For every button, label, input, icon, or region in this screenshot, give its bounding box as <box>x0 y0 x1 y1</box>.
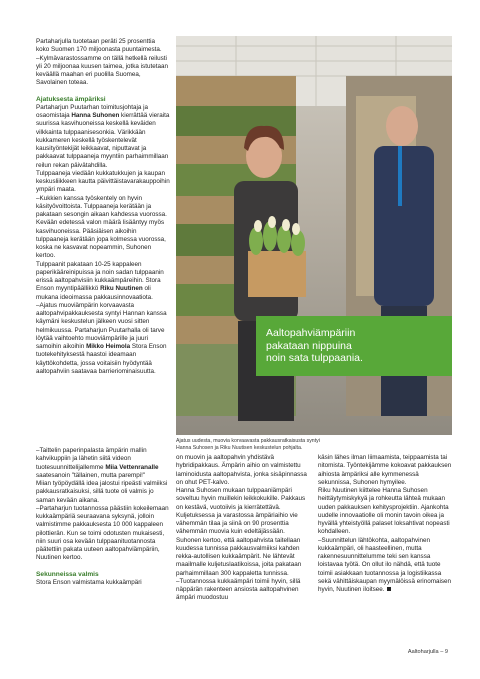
section-heading: Sekunneissa valmis <box>36 570 99 578</box>
quote-paragraph: –Partaharjun tuotannossa päästiin kokeilemaan kukkaämpäriä seuraavana syksynä, jolloin valmistimme pakkauksesta 10 000 kappaleen pilottierän. Kun se toimi odotusten mukaisesti, niin suuri osa kevään tulppaanituotannosta päätettiin pakata uuteen aaltopahviämpäriin, Nuutinen kertoo. <box>36 504 169 562</box>
article-column-bottom-right <box>318 454 452 594</box>
quote-paragraph: –Suunnittelun lähtökohta, aaltopahvinen kukkaämpäri, oli haasteellinen, mutta rakennesuunnittelumme teki sen kanssa loistavaa työtä. On ollut ilo nähdä, että tuote toimii asiakkaan tuotannossa ja logistiikassa sekä vähittäiskaupan myymälöissä erinomaisen hyvin, Nuutinen iloitsee. <box>318 536 451 593</box>
paragraph: Hanna Suhosen mukaan tulppaaniämpäri soveltuu hyvin muillekin leikkokukille. Pakkaus on kestävä, vuotoiivis ja kierrätettävä. Kuljetuksessa ja varastossa ämpäriaihio vie vähemmän tilaa ja siinä on 90 prosenttia vähemmän muovia kuin edeltäjässään. <box>176 487 306 536</box>
paragraph: Partaharjulla tuotetaan peräti 25 prosenttia koko Suomen 170 miljoonasta puuntaimesta. <box>36 38 162 54</box>
paragraph: Tulppaaneja viedään kukkatukkujen ja kaupan keskusliikkeen kautta päivittäistavarakauppoihin ympäri maata. <box>36 169 170 194</box>
paragraph: Tulppaanit pakataan 10-25 kappaleen paperikääreinipuissa ja noin sadan tulppaanin erissä aaltopahvisiin kukkaämpäreihin. Stora Enson myyntipäällikkö Riku Nuutinen oli mukana ideoimassa pakkausinnovaatiota. <box>36 260 164 301</box>
paragraph: on muovin ja aaltopahvin yhdistävä hybridipakkaus. Ämpärin aihio on valmistettu laminoidusta aaltopahvista, jonka sisäpinnassa on ohut PET-kalvo. <box>176 454 307 486</box>
quote-paragraph: –Tuotannossa kukkaämpäri toimii hyvin, sillä näppärän rakenteen ansiosta aaltopahvinen ämpäri muodostuu <box>176 577 301 602</box>
end-mark-icon <box>387 587 391 591</box>
article-column-bottom-middle <box>176 454 310 603</box>
paragraph: Partaharjun Puutarhan toimitusjohtaja ja osaomistaja Hanna Suhonen kierrättää vieraita suurissa kasvihuoneissa keskellä keväiden vilkkainta tulppaanisesonkia. Värikkään kukkameren keskellä työskentelevät kausityöntekijät leikkaavat, niputtavat ja pakkaavat tulppaaneja myyntiin parhaimmillaan reilun rekan päivätahdilla. <box>36 103 170 169</box>
paragraph: Miian työpöydällä idea jalostui ripeästi valmiiksi pakkausratkaisuksi, sillä tuote oli valmis jo saman kevään aikana. <box>36 480 168 504</box>
paragraph: käsin lähes ilman liimaamista, teippaamista tai nitomista. Työntekijämme kokoavat pakkauksen aihiosta ämpäriksi alle kymmenessä sekunnissa, Suhonen hymyilee. <box>318 454 452 486</box>
person-name: Miia Vettenranalle <box>105 463 159 471</box>
page-folio: Aaltoharjulla – 9 <box>407 649 448 655</box>
article-photo <box>176 36 452 435</box>
section-heading: Ajatuksesta ämpäriksi <box>36 95 106 103</box>
quote-paragraph: –Ajatus muoviämpärin korvaavasta aaltopahvipakkauksesta syntyi Hannan kanssa käymäni keskustelun jälkeen vuosi sitten helmikuussa. Partaharjun Puutarhalla oli tarve löytää vaihtoehto muoviämpärille ja juuri samoihin aikoihin Mikko Heimola Stora Enson tuotekehityksestä haastoi ideamaan käyttökohdetta, jossa voitaisiin hyödyntää aaltopahviin saatavaa barrieriominaisuutta. <box>36 301 167 375</box>
quote-paragraph: –Kylmävarastossamme on tällä hetkellä reilusti yli 20 miljoonaa kuusen taimea, jotka istutetaan keväällä maahan eri puolilla Suomea, Savolainen toteaa. <box>36 54 168 87</box>
article-column-top-left <box>36 38 170 376</box>
person-name: Hanna Suhonen <box>71 112 120 119</box>
article-column-bottom-left <box>36 447 170 587</box>
person-name: Riku Nuutinen <box>100 285 143 293</box>
quote-paragraph: –Taittelin paperinpalasta ämpärin mallin kahvikuppiin ja lähetin siitä videon tuotesuunnittelijallemme Miia Vettenranalle saatesanoin "tällainen, mutta parempi!" <box>36 447 159 479</box>
person-name: Mikko Heimola <box>86 343 131 350</box>
paragraph: Riku Nuutinen kiittelee Hanna Suhosen heittäytymiskykyä ja rohkeutta lähteä mukaan uuden pakkauksen kehitysprojektiin. Ajankohta uudelle innovaatiolle oli monin tavoin oikea ja hyvällä yhteistyöllä palaset loksahtivat nopeasti kohdalleen. <box>318 487 450 536</box>
paragraph: Stora Enson valmistama kukkaämpäri <box>36 578 142 586</box>
paragraph: Suhonen kertoo, että aaltopahvista taitellaan kuudessa tunnissa pakkausvalmiiksi kahden rekka-autollisen kukkaämpärit. Ne lähtevät maailmalle kuljetuslaatikoissa, joita pakataan parhaimmillaan 300 kappaletta tunnissa. <box>176 536 302 577</box>
photo-caption: Ajatus uudesta, muovia korvaavasta pakkausratkaisusta syntyi Hanna Suhosen ja Riku Nuutisen keskustelun pohjalta. <box>176 438 320 451</box>
quote-paragraph: –Kukkien kanssa työskentely on hyvin käsityövoittoista. Tulppaaneja kerätään ja pakataan sesongin aikaan kahdessa vuorossa. Kevään edetessä valon määrä lisääntyy myös kasvihuoneissa. Pääsiäisen aikoihin tulppaaneja kerätään jopa kolmessa vuorossa, koska ne kasvavat nopeammin, Suhonen kertoo. <box>36 194 167 260</box>
photo-pull-quote: Aaltopahviämpäriin pakataan nippuina noin sata tulppaania. <box>256 316 452 376</box>
